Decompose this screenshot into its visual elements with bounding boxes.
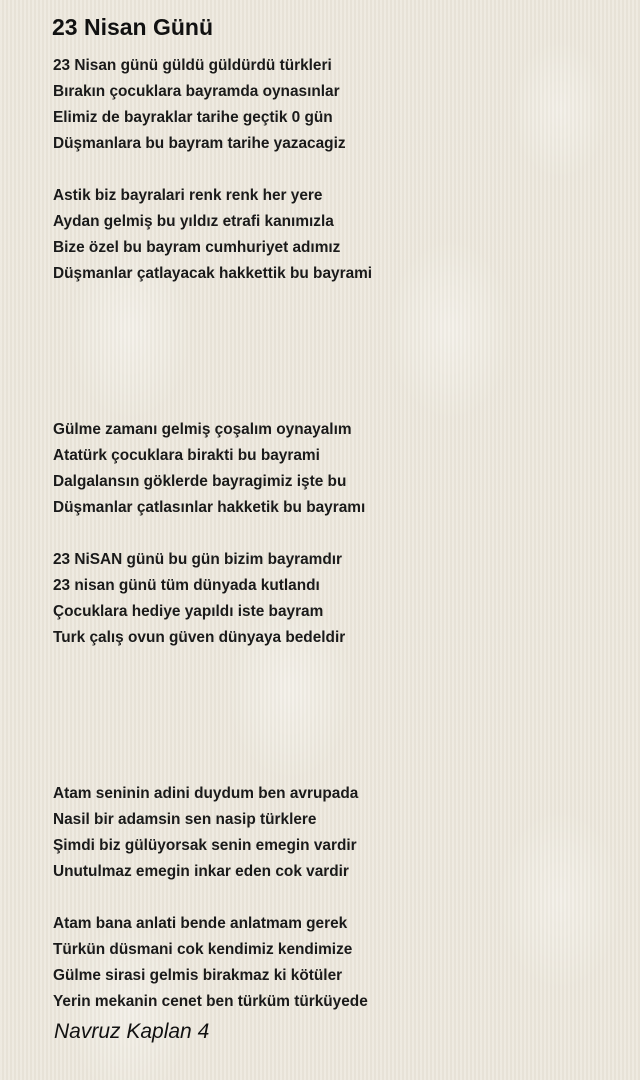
stanza-2 — [53, 183, 613, 287]
poem-line: Dalgalansın göklerde bayragimiz işte bu — [53, 473, 347, 490]
poem-line: Astik biz bayralari renk renk her yere — [53, 187, 323, 204]
poem-line: Bırakın çocuklara bayramda oynasınlar — [53, 83, 340, 100]
poem-line: Yerin mekanin cenet ben türküm türküyede — [53, 993, 368, 1010]
poem-line: Turk çalış ovun güven dünyaya bedeldir — [53, 629, 346, 646]
author-name: Navruz Kaplan 4 — [54, 1020, 210, 1043]
poem-line: 23 Nisan günü güldü güldürdü türkleri — [53, 57, 332, 74]
stanza-1 — [53, 53, 613, 157]
poem-line: Atam bana anlati bende anlatmam gerek — [53, 915, 348, 932]
poem-line: Çocuklara hediye yapıldı iste bayram — [53, 603, 324, 620]
poem-line: Atam seninin adini duydum ben avrupada — [53, 785, 359, 802]
poem-line: Unutulmaz emegin inkar eden cok vardir — [53, 863, 349, 880]
poem-line: Düşmanlara bu bayram tarihe yazacagiz — [53, 135, 346, 152]
poem-line: Elimiz de bayraklar tarihe geçtik 0 gün — [53, 109, 333, 126]
stanza-3 — [53, 417, 613, 521]
poem-body — [53, 53, 613, 1041]
stanza-5 — [53, 781, 613, 885]
poem-line: Aydan gelmiş bu yıldız etrafi kanımızla — [53, 213, 334, 230]
poem-line: Şimdi biz gülüyorsak senin emegin vardir — [53, 837, 357, 854]
stanza-4 — [53, 547, 613, 651]
poem-line: Nasil bir adamsin sen nasip türklere — [53, 811, 317, 828]
poem-line: Düşmanlar çatlayacak hakkettik bu bayrami — [53, 265, 373, 282]
poem-line: Düşmanlar çatlasınlar hakketik bu bayramı — [53, 499, 366, 516]
poem-line: Gülme zamanı gelmiş çoşalım oynayalım — [53, 421, 352, 438]
poem-line: 23 NiSAN günü bu gün bizim bayramdır — [53, 551, 343, 568]
poem-line: Gülme sirasi gelmis birakmaz ki kötüler — [53, 967, 343, 984]
poem-line: Türkün düsmani cok kendimiz kendimize — [53, 941, 353, 958]
poem-line: 23 nisan günü tüm dünyada kutlandı — [53, 577, 320, 594]
poem-line: Bize özel bu bayram cumhuriyet adımız — [53, 239, 341, 256]
poem-title: 23 Nisan Günü — [52, 14, 214, 40]
poem-line: Atatürk çocuklara birakti bu bayrami — [53, 447, 320, 464]
stanza-6 — [53, 911, 613, 1015]
